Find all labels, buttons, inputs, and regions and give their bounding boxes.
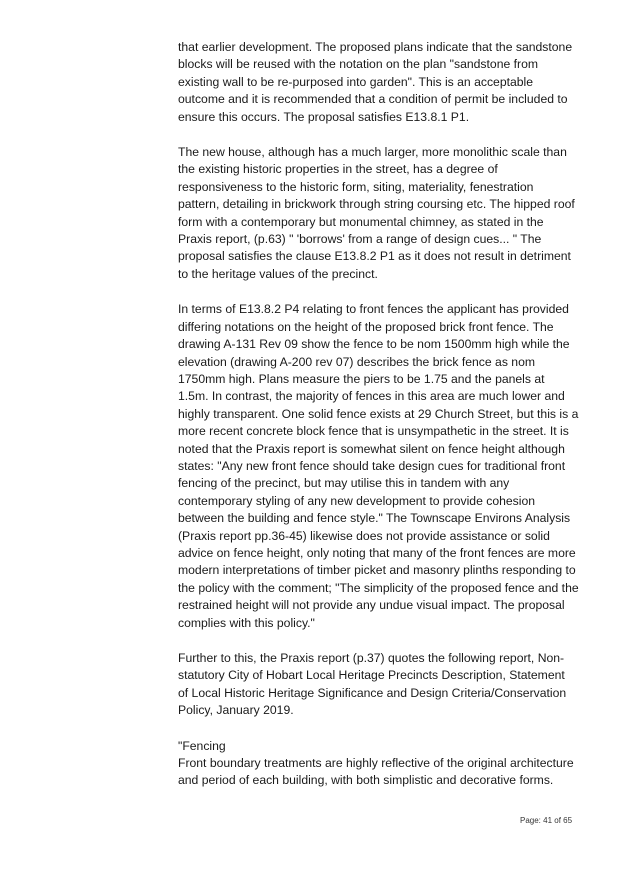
text-line: differing notations on the height of the proposed brick front fence. The: [178, 319, 554, 334]
text-line: statutory City of Hobart Local Heritage Precincts Description, Statement: [178, 668, 565, 683]
text-line: advice on fence height, only noting that many of the front fences are more: [178, 545, 576, 560]
text-line: noted that the Praxis report is somewhat silent on fence height although: [178, 441, 565, 456]
paragraph-new-house: [178, 144, 578, 283]
text-line: 1.5m. In contrast, the majority of fences in this area are much lower and: [178, 389, 565, 404]
text-line: "Fencing: [178, 738, 226, 753]
text-line: (Praxis report pp.36-45) likewise does not provide assistance or solid: [178, 528, 550, 543]
text-line: restrained height will not provide any undue visual impact. The proposal: [178, 598, 565, 613]
text-line: modern interpretations of timber picket and masonry plinths responding to: [178, 563, 576, 578]
text-line: to the heritage values of the precinct.: [178, 266, 378, 281]
text-line: fencing of the precinct, but may utilise this in tandem with any: [178, 476, 510, 491]
text-line: The new house, although has a much larger, more monolithic scale than: [178, 145, 567, 160]
text-line: more recent concrete block fence that is unsympathetic in the street. It is: [178, 424, 569, 439]
page-number: Page: 41 of 65: [520, 816, 573, 825]
page-body: [178, 39, 578, 808]
paragraph-fencing-quote: [178, 738, 578, 790]
text-line: proposal satisfies the clause E13.8.2 P1 as it does not result in detriment: [178, 249, 571, 264]
text-line: contemporary styling of any new development to provide cohesion: [178, 493, 536, 508]
paragraph-sandstone: [178, 39, 578, 126]
text-line: blocks will be reused with the notation on the plan "sandstone from: [178, 57, 539, 72]
paragraph-praxis-report: [178, 650, 578, 720]
text-line: of Local Historic Heritage Significance and Design Criteria/Conservation: [178, 685, 567, 700]
paragraph-front-fences: [178, 301, 578, 632]
text-line: Front boundary treatments are highly reflective of the original architecture: [178, 756, 574, 771]
text-line: drawing A-131 Rev 09 show the fence to be nom 1500mm high while the: [178, 337, 570, 352]
text-line: ensure this occurs. The proposal satisfies E13.8.1 P1.: [178, 109, 470, 124]
text-line: complies with this policy.": [178, 615, 315, 630]
text-line: Praxis report, (p.63) " 'borrows' from a range of design cues... " The: [178, 232, 542, 247]
text-line: Further to this, the Praxis report (p.37) quotes the following report, Non-: [178, 651, 565, 665]
text-line: that earlier development. The proposed plans indicate that the sandstone: [178, 40, 573, 54]
text-line: the existing historic properties in the street, has a degree of: [178, 162, 498, 177]
text-line: 1750mm high. Plans measure the piers to be 1.75 and the panels at: [178, 371, 545, 386]
text-line: pattern, detailing in brickwork through string coursing etc. The hipped roof: [178, 197, 575, 212]
text-line: the policy with the comment; "The simplicity of the proposed fence and the: [178, 580, 579, 595]
text-line: between the building and fence style." The Townscape Environs Analysis: [178, 511, 571, 526]
text-line: responsiveness to the historic form, siting, materiality, fenestration: [178, 179, 534, 194]
text-line: elevation (drawing A-200 rev 07) describes the brick fence as nom: [178, 354, 536, 369]
text-line: states: "Any new front fence should take design cues for traditional front: [178, 458, 566, 473]
text-line: In terms of E13.8.2 P4 relating to front fences the applicant has provided: [178, 302, 569, 317]
text-line: outcome and it is recommended that a condition of permit be included to: [178, 92, 568, 107]
text-line: highly transparent. One solid fence exists at 29 Church Street, but this is a: [178, 406, 579, 421]
text-line: and period of each building, with both simplistic and decorative forms.: [178, 773, 554, 788]
text-line: existing wall to be re-purposed into garden". This is an acceptable: [178, 74, 534, 89]
text-line: form with a contemporary but monumental chimney, as stated in the: [178, 214, 544, 229]
text-line: Policy, January 2019.: [178, 703, 294, 718]
